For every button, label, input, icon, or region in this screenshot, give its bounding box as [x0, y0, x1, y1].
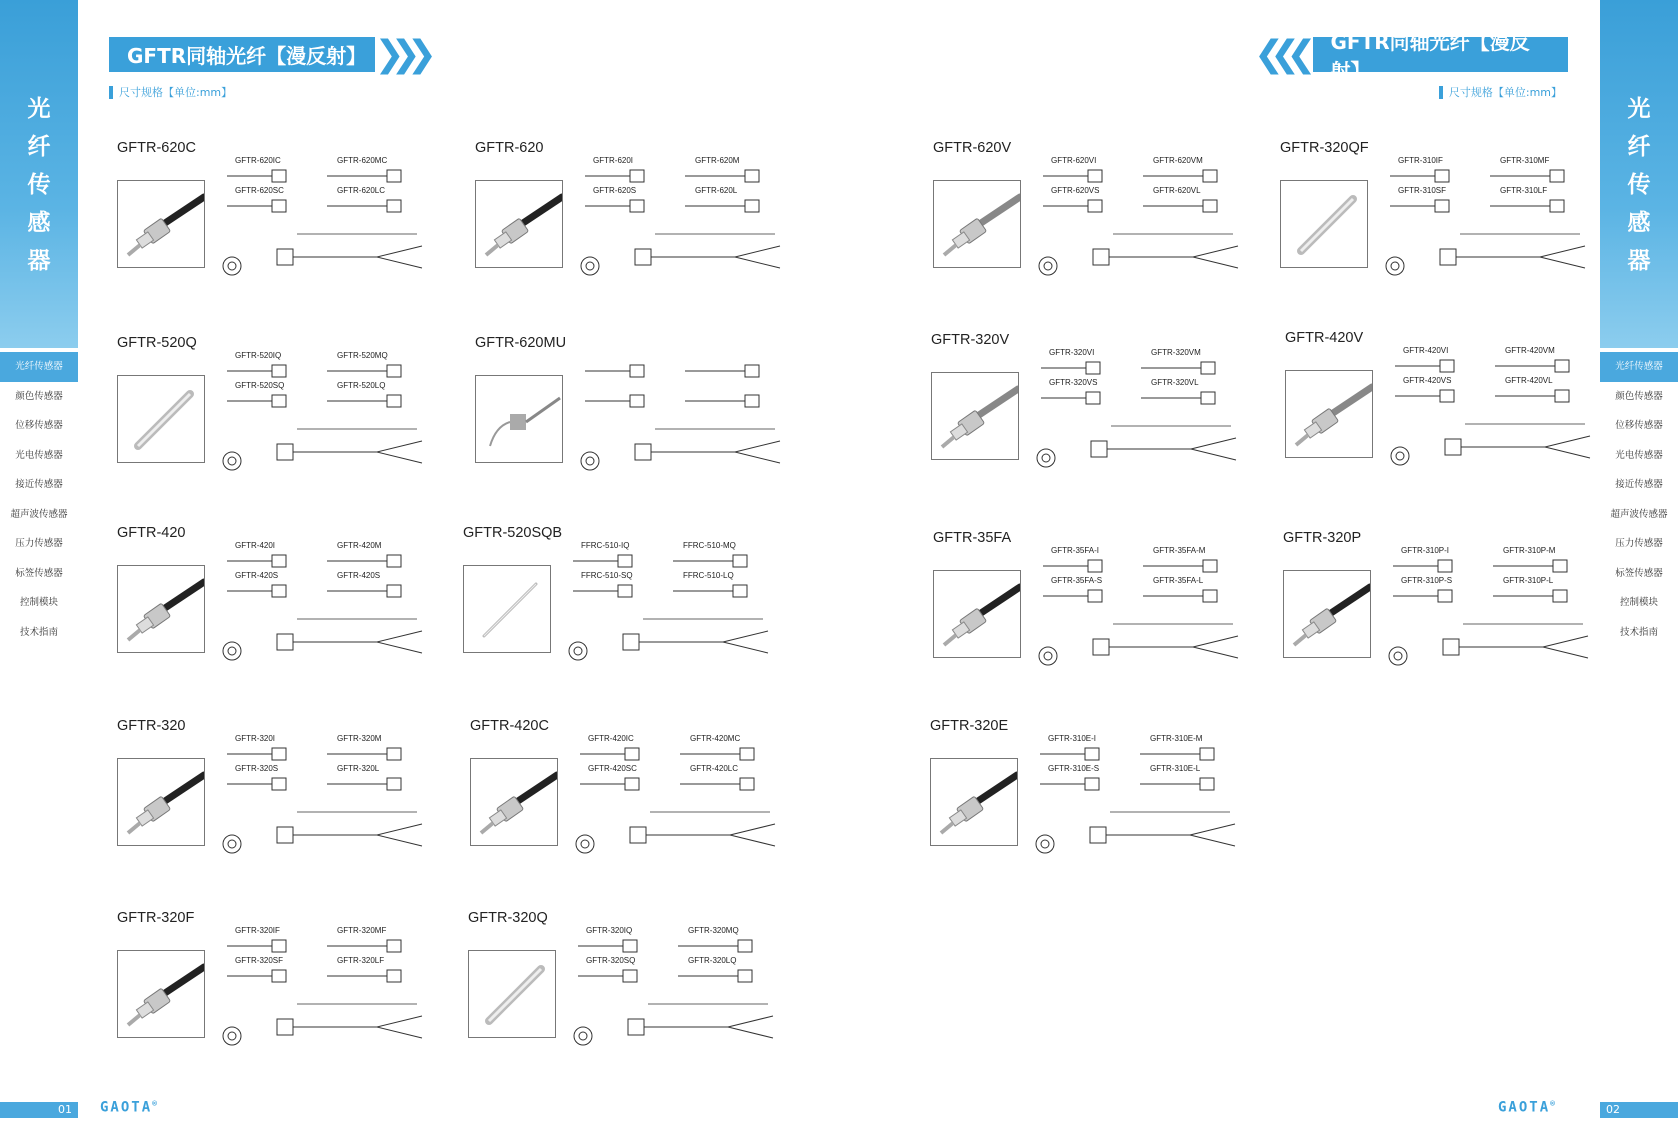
- variant-label: GFTR-320LF: [337, 956, 385, 965]
- variant-label: GFTR-620I: [593, 156, 634, 165]
- variant-label: GFTR-520MQ: [337, 351, 388, 360]
- dimension-drawing: [1373, 544, 1603, 694]
- variant-label: GFTR-310P-S: [1401, 576, 1453, 585]
- sidebar-title-char: 光: [1627, 96, 1651, 122]
- dimension-drawing: [207, 154, 437, 304]
- product-card: [1283, 530, 1613, 720]
- product-photo: [1283, 570, 1371, 658]
- variant-label: GFTR-420VM: [1505, 346, 1555, 355]
- variant-label: GFTR-320SF: [235, 956, 284, 965]
- product-name: GFTR-420: [117, 525, 186, 541]
- page-number: 02: [1600, 1102, 1678, 1118]
- product-card: [475, 335, 805, 525]
- sidebar-title-char: 器: [27, 248, 51, 274]
- product-name: GFTR-620C: [117, 140, 196, 156]
- variant-label: GFTR-520LQ: [337, 381, 386, 390]
- product-card: [463, 525, 793, 715]
- dimension-drawing: [565, 154, 795, 304]
- sidebar-item-guide[interactable]: 技术指南: [1619, 626, 1658, 638]
- variant-label: GFTR-320IQ: [586, 926, 633, 935]
- sidebar-title-char: 传: [1627, 172, 1651, 198]
- chevron-left-icon: ❮❮❮: [1254, 34, 1303, 75]
- variant-label: GFTR-520IQ: [235, 351, 282, 360]
- sidebar-item-fiber[interactable]: 光纤传感器: [1600, 352, 1678, 382]
- product-photo: [117, 758, 205, 846]
- sidebar-item-displacement[interactable]: 位移传感器: [15, 420, 63, 431]
- variant-label: GFTR-320S: [235, 764, 279, 773]
- product-photo: [117, 180, 205, 268]
- product-photo: [468, 950, 556, 1038]
- variant-label: FFRC-510-LQ: [683, 571, 734, 580]
- product-photo: [931, 372, 1019, 460]
- sidebar-item-pressure[interactable]: 压力传感器: [1615, 538, 1663, 549]
- dimension-drawing: [558, 924, 788, 1074]
- variant-label: GFTR-620LC: [337, 186, 386, 195]
- variant-label: GFTR-420VS: [1403, 376, 1452, 385]
- sidebar-item-guide[interactable]: 技术指南: [19, 626, 58, 638]
- sidebar-title-char: 器: [1627, 248, 1651, 274]
- variant-label: GFTR-320LQ: [688, 956, 737, 965]
- dimension-drawing: [1023, 544, 1253, 694]
- product-photo: [470, 758, 558, 846]
- variant-label: GFTR-320VM: [1151, 348, 1201, 357]
- dimension-drawing: [207, 924, 437, 1074]
- variant-label: GFTR-310P-L: [1503, 576, 1554, 585]
- variant-label: FFRC-510-SQ: [581, 571, 633, 580]
- variant-label: GFTR-35FA-I: [1051, 546, 1100, 555]
- product-photo: [117, 375, 205, 463]
- variant-label: GFTR-320VL: [1151, 378, 1199, 387]
- product-name: GFTR-320P: [1283, 530, 1362, 546]
- product-card: [933, 140, 1263, 330]
- product-card: [931, 332, 1261, 522]
- variant-label: GFTR-320VS: [1049, 378, 1098, 387]
- variant-label: GFTR-420S: [337, 571, 381, 580]
- sidebar-title-char: 纤: [1627, 134, 1651, 160]
- product-card: [117, 140, 447, 330]
- product-photo: [475, 375, 563, 463]
- brand-logo: GAOTA®: [100, 1099, 159, 1116]
- variant-label: GFTR-420VL: [1505, 376, 1553, 385]
- sidebar-item-fiber[interactable]: 光纤传感器: [0, 352, 78, 382]
- sidebar-title-char: 感: [1627, 210, 1651, 236]
- variant-label: GFTR-420SC: [588, 764, 637, 773]
- product-name: GFTR-320F: [117, 910, 195, 926]
- variant-label: GFTR-310E-S: [1048, 764, 1100, 773]
- dimension-drawing: [1020, 732, 1250, 882]
- product-photo: [117, 950, 205, 1038]
- product-card: [475, 140, 805, 330]
- variant-label: GFTR-620VI: [1051, 156, 1097, 165]
- product-card: [470, 718, 800, 908]
- variant-label: GFTR-520SQ: [235, 381, 285, 390]
- variant-label: GFTR-420I: [235, 541, 276, 550]
- variant-label: GFTR-320IF: [235, 926, 280, 935]
- subtitle-bar: [109, 86, 113, 99]
- dimension-drawing: [1370, 154, 1600, 304]
- sidebar-item-photoelectric[interactable]: 光电传感器: [15, 449, 63, 461]
- page-title-banner: [1254, 29, 1568, 83]
- sidebar-item-proximity[interactable]: 接近传感器: [15, 479, 63, 490]
- dimension-drawing: [1021, 346, 1251, 496]
- product-card: [117, 335, 447, 525]
- brand-logo: GAOTA®: [1498, 1099, 1557, 1116]
- product-card: [117, 525, 447, 715]
- sidebar-item-label[interactable]: 标签传感器: [1615, 567, 1663, 579]
- variant-label: GFTR-35FA-M: [1153, 546, 1206, 555]
- dimension-drawing: [207, 349, 437, 499]
- subtitle-text: 尺寸规格【单位:mm】: [119, 86, 233, 99]
- sidebar-item-control[interactable]: 控制模块: [19, 597, 58, 608]
- variant-label: GFTR-420S: [235, 571, 279, 580]
- variant-label: GFTR-420VI: [1403, 346, 1449, 355]
- variant-label: GFTR-310P-M: [1503, 546, 1556, 555]
- sidebar-item-ultrasonic[interactable]: 超声波传感器: [10, 508, 68, 520]
- product-name: GFTR-520Q: [117, 335, 197, 351]
- product-photo: [1285, 370, 1373, 458]
- product-name: GFTR-320E: [930, 718, 1009, 734]
- product-name: GFTR-620: [475, 140, 544, 156]
- sidebar-item-control[interactable]: 控制模块: [1619, 597, 1658, 608]
- dimension-drawing: [565, 349, 795, 499]
- product-name: GFTR-620V: [933, 140, 1012, 156]
- variant-label: GFTR-320L: [337, 764, 380, 773]
- variant-label: GFTR-620IC: [235, 156, 281, 165]
- product-card: [117, 910, 447, 1100]
- logo-text: GAOTA: [1498, 1099, 1551, 1116]
- sidebar-item-proximity[interactable]: 接近传感器: [1615, 479, 1663, 490]
- sidebar-title: [1600, 96, 1678, 274]
- page-title: GFTR同轴光纤【漫反射】: [109, 37, 375, 72]
- variant-label: GFTR-310MF: [1500, 156, 1550, 165]
- product-card: [933, 530, 1263, 720]
- product-name: GFTR-620MU: [475, 335, 567, 351]
- product-card: [468, 910, 798, 1100]
- dimension-drawing: [553, 539, 783, 689]
- sidebar-title-char: 纤: [27, 134, 51, 160]
- sidebar-item-label[interactable]: 标签传感器: [15, 567, 63, 579]
- product-name: GFTR-320: [117, 718, 186, 734]
- dimension-drawing: [1375, 344, 1605, 494]
- subtitle-bar: [1439, 86, 1443, 99]
- product-photo: [475, 180, 563, 268]
- product-photo: [463, 565, 551, 653]
- variant-label: GFTR-320MQ: [688, 926, 739, 935]
- product-card: [1285, 330, 1615, 520]
- product-card: [117, 718, 447, 908]
- product-name: GFTR-320QF: [1280, 140, 1369, 156]
- variant-label: GFTR-320VI: [1049, 348, 1095, 357]
- sidebar-title: [0, 96, 78, 274]
- variant-label: GFTR-620MC: [337, 156, 388, 165]
- variant-label: GFTR-320M: [337, 734, 382, 743]
- variant-label: GFTR-320SQ: [586, 956, 636, 965]
- left-sidebar: [0, 0, 78, 1146]
- dimension-drawing: [207, 732, 437, 882]
- unit-subtitle: [109, 84, 232, 100]
- product-photo: [117, 565, 205, 653]
- sidebar-item-color[interactable]: 颜色传感器: [15, 390, 63, 402]
- product-photo: [933, 570, 1021, 658]
- unit-subtitle: [1439, 84, 1562, 100]
- variant-label: GFTR-420M: [337, 541, 382, 550]
- variant-label: GFTR-420LC: [690, 764, 739, 773]
- product-photo: [1280, 180, 1368, 268]
- dimension-drawing: [560, 732, 790, 882]
- variant-label: GFTR-310P-I: [1401, 546, 1450, 555]
- sidebar-item-ultrasonic[interactable]: 超声波传感器: [1610, 508, 1668, 520]
- sidebar-title-char: 感: [27, 210, 51, 236]
- variant-label: GFTR-620M: [695, 156, 740, 165]
- dimension-drawing: [1023, 154, 1253, 304]
- product-card: [1280, 140, 1610, 330]
- sidebar-item-displacement[interactable]: 位移传感器: [1615, 420, 1663, 431]
- sidebar-title-char: 光: [27, 96, 51, 122]
- subtitle-text: 尺寸规格【单位:mm】: [1448, 86, 1562, 99]
- variant-label: GFTR-310IF: [1398, 156, 1443, 165]
- page-title-banner: [109, 34, 423, 75]
- variant-label: GFTR-310LF: [1500, 186, 1548, 195]
- product-name: GFTR-320Q: [468, 910, 548, 926]
- product-name: GFTR-35FA: [933, 530, 1012, 546]
- dimension-drawing: [207, 539, 437, 689]
- variant-label: GFTR-35FA-L: [1153, 576, 1204, 585]
- variant-label: GFTR-420MC: [690, 734, 741, 743]
- variant-label: GFTR-620S: [593, 186, 637, 195]
- variant-label: GFTR-310E-L: [1150, 764, 1201, 773]
- variant-label: FFRC-510-MQ: [683, 541, 736, 550]
- variant-label: GFTR-310E-I: [1048, 734, 1097, 743]
- product-photo: [933, 180, 1021, 268]
- variant-label: GFTR-420IC: [588, 734, 634, 743]
- variant-label: GFTR-320MF: [337, 926, 387, 935]
- variant-label: FFRC-510-IQ: [581, 541, 630, 550]
- product-name: GFTR-420V: [1285, 330, 1364, 346]
- page-number: 01: [0, 1102, 78, 1118]
- product-name: GFTR-420C: [470, 718, 549, 734]
- sidebar-title-char: 传: [27, 172, 51, 198]
- variant-label: GFTR-310E-M: [1150, 734, 1203, 743]
- variant-label: GFTR-620L: [695, 186, 738, 195]
- product-card: [930, 718, 1260, 908]
- product-name: GFTR-320V: [931, 332, 1010, 348]
- variant-label: GFTR-35FA-S: [1051, 576, 1103, 585]
- sidebar-nav: [0, 352, 78, 647]
- variant-label: GFTR-620VS: [1051, 186, 1100, 195]
- variant-label: GFTR-620VM: [1153, 156, 1203, 165]
- variant-label: GFTR-320I: [235, 734, 276, 743]
- variant-label: GFTR-310SF: [1398, 186, 1447, 195]
- product-name: GFTR-520SQB: [463, 525, 563, 541]
- product-photo: [930, 758, 1018, 846]
- page-title: GFTR同轴光纤【漫反射】: [1313, 37, 1569, 72]
- chevron-right-icon: ❯❯❯: [374, 34, 423, 75]
- logo-text: GAOTA: [100, 1099, 153, 1116]
- variant-label: GFTR-620VL: [1153, 186, 1201, 195]
- sidebar-item-photoelectric[interactable]: 光电传感器: [1615, 449, 1663, 461]
- sidebar-item-color[interactable]: 颜色传感器: [1615, 390, 1663, 402]
- sidebar-item-pressure[interactable]: 压力传感器: [15, 538, 63, 549]
- variant-label: GFTR-620SC: [235, 186, 284, 195]
